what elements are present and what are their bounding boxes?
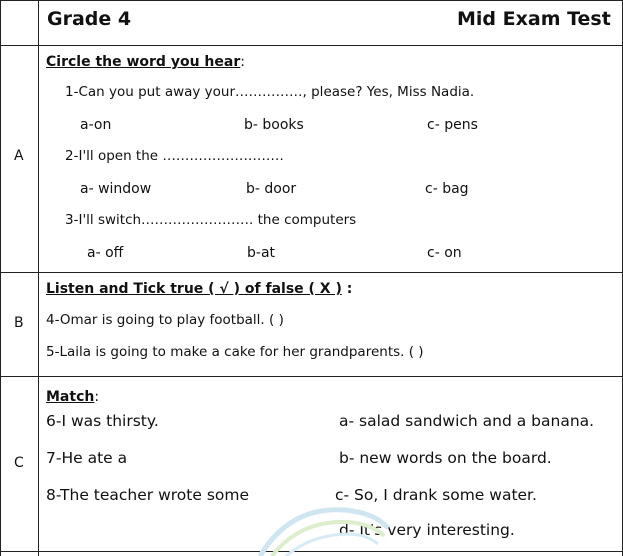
section-a-colon: :	[240, 54, 245, 70]
row-divider-b	[0, 376, 623, 377]
row-divider-a	[0, 272, 623, 273]
section-c-colon: :	[94, 389, 100, 405]
watermark-logo-icon	[250, 498, 390, 556]
section-b-label: B	[14, 315, 24, 331]
section-a-label: A	[14, 148, 24, 164]
exam-title: Mid Exam Test	[457, 8, 611, 30]
q3-option-b: b-at	[247, 245, 276, 261]
match-right-a: a- salad sandwich and a banana.	[339, 412, 595, 430]
table-top-border	[0, 0, 623, 1]
match-left-7: 7-He ate a	[46, 449, 128, 467]
section-b-title: Listen and Tick true ( √ ) of false ( X )	[46, 281, 342, 297]
question-4: 4-Omar is going to play football. ( )	[46, 312, 284, 328]
grade-title: Grade 4	[47, 8, 132, 30]
section-a-title: Circle the word you hear	[46, 54, 241, 70]
section-a-instruction	[46, 51, 245, 70]
match-left-8: 8-The teacher wrote some	[46, 486, 250, 504]
q1-option-b: b- books	[244, 117, 304, 133]
question-1: 1-Can you put away your……………, please? Yes, Miss Nadia.	[65, 84, 475, 100]
match-left-6: 6-I was thirsty.	[46, 412, 159, 430]
question-2: 2-I'll open the ………………………	[65, 148, 284, 164]
section-c-title: Match	[46, 389, 95, 405]
match-right-b: b- new words on the board.	[339, 449, 552, 467]
question-5: 5-Laila is going to make a cake for her grandparents. ( )	[46, 344, 424, 360]
question-3: 3-I'll switch……………………. the computers	[65, 212, 357, 228]
q3-option-a: a- off	[87, 245, 124, 261]
section-b-instruction	[46, 278, 352, 297]
row-divider-header	[0, 45, 623, 46]
match-right-d: d- It's very interesting.	[339, 521, 515, 539]
q3-option-c: c- on	[427, 245, 462, 261]
q1-option-a: a-on	[80, 117, 112, 133]
section-c-instruction	[46, 386, 99, 405]
column-divider	[38, 0, 39, 556]
q1-option-c: c- pens	[427, 117, 478, 133]
q2-option-c: c- bag	[425, 181, 469, 197]
section-c-label: C	[14, 455, 24, 471]
table-left-border	[0, 0, 1, 556]
q2-option-a: a- window	[80, 181, 152, 197]
section-b-colon: :	[341, 281, 353, 297]
q2-option-b: b- door	[246, 181, 297, 197]
match-right-c: c- So, I drank some water.	[335, 486, 537, 504]
